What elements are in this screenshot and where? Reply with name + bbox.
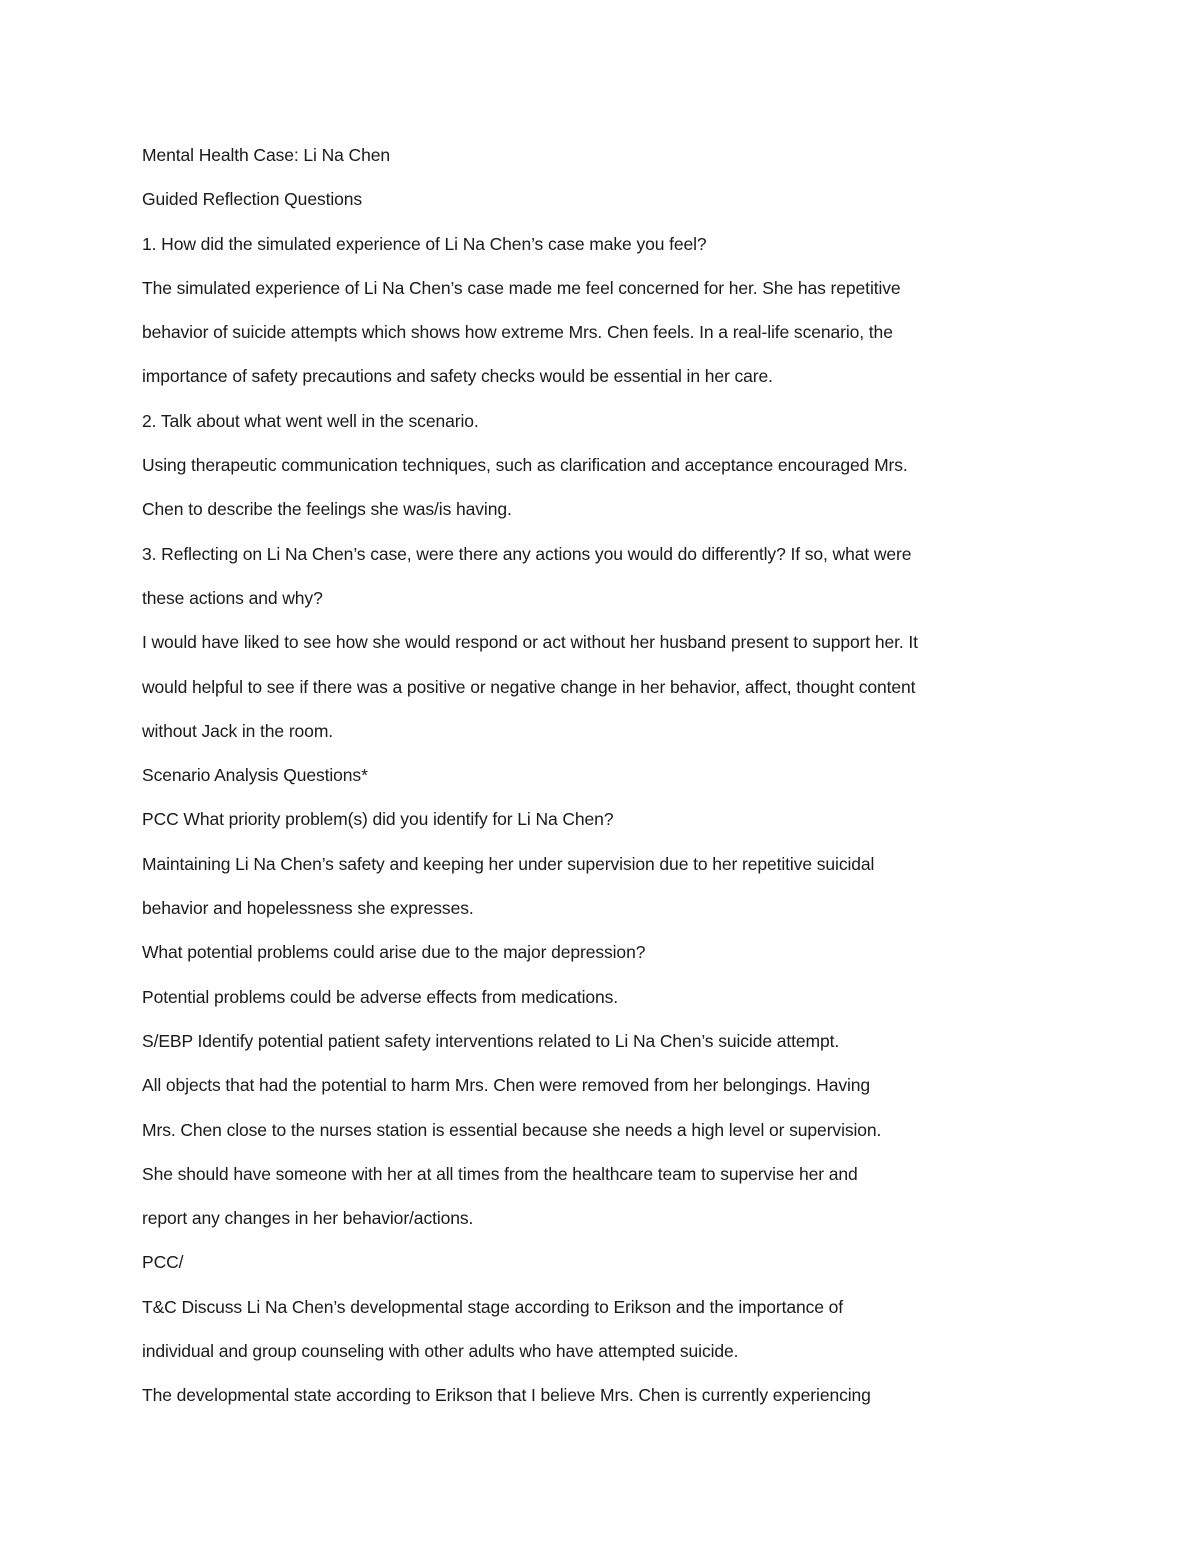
answer-line: The simulated experience of Li Na Chen’s case made me feel concerned for her. She has repetitive [142, 277, 901, 298]
question: 3. Reflecting on Li Na Chen’s case, were there any actions you would do differently? If so, what were [142, 543, 912, 564]
question: individual and group counseling with other adults who have attempted suicide. [142, 1341, 739, 1362]
question: these actions and why? [142, 587, 323, 608]
answer-line: Chen to describe the feelings she was/is having. [142, 499, 512, 520]
answer-line: All objects that had the potential to harm Mrs. Chen were removed from her belongings. Having [142, 1075, 871, 1096]
section-heading: Guided Reflection Questions [142, 189, 363, 210]
question: 2. Talk about what went well in the scenario. [142, 410, 479, 431]
category-label: PCC/ [142, 1252, 184, 1273]
answer-line: Mrs. Chen close to the nurses station is essential because she needs a high level or supervision. [142, 1119, 882, 1140]
question: What potential problems could arise due to the major depression? [142, 942, 646, 963]
answer-line: She should have someone with her at all times from the healthcare team to supervise her and [142, 1163, 858, 1184]
document-title: Mental Health Case: Li Na Chen [142, 145, 390, 165]
answer-line: behavior and hopelessness she expresses. [142, 898, 474, 919]
question: T&C Discuss Li Na Chen’s developmental stage according to Erikson and the importance of [142, 1296, 844, 1317]
answer-line: would helpful to see if there was a positive or negative change in her behavior, affect, thought content [142, 676, 916, 697]
answer-line: behavior of suicide attempts which shows how extreme Mrs. Chen feels. In a real-life scenario, the [142, 322, 893, 343]
answer-line: Using therapeutic communication techniques, such as clarification and acceptance encouraged Mrs. [142, 455, 908, 476]
section-heading: Scenario Analysis Questions* [142, 765, 368, 786]
answer-line: The developmental state according to Erikson that I believe Mrs. Chen is currently experiencing [142, 1385, 871, 1406]
question: S/EBP Identify potential patient safety interventions related to Li Na Chen’s suicide attempt. [142, 1030, 840, 1051]
answer-line: Maintaining Li Na Chen’s safety and keeping her under supervision due to her repetitive suicidal [142, 853, 875, 874]
answer-line: Potential problems could be adverse effects from medications. [142, 986, 619, 1007]
answer-line: I would have liked to see how she would respond or act without her husband present to support her. It [142, 632, 918, 653]
question: 1. How did the simulated experience of Li Na Chen’s case make you feel? [142, 233, 707, 254]
answer-line: without Jack in the room. [142, 720, 334, 741]
question: PCC What priority problem(s) did you identify for Li Na Chen? [142, 809, 614, 830]
answer-line: report any changes in her behavior/actions. [142, 1208, 474, 1229]
document-body [142, 140, 1062, 1425]
answer-line: importance of safety precautions and safety checks would be essential in her care. [142, 366, 773, 387]
